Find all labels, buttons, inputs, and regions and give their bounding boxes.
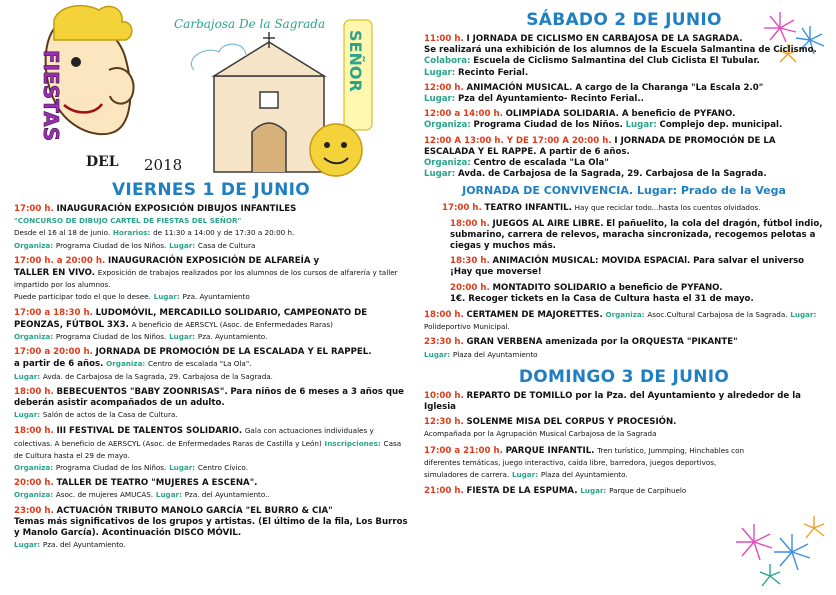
event-time: 10:00 h. — [424, 390, 464, 401]
lugar-label: Lugar: — [14, 540, 41, 550]
event-description: Hay que reciclar todo...hasta los cuentos olvidados. — [574, 203, 761, 213]
domingo-event-1 — [424, 391, 824, 413]
event-description: Para salvar el universo ¡Hay que moverse! — [450, 256, 805, 278]
event-place: Avda. de Carbajosa de la Sagrada, 29. Carbajosa de la Sagrada. — [42, 371, 273, 381]
event-description: Se realizará una exhibición de los alumnos de la Escuela Salmantina de Ciclismo. — [424, 45, 817, 56]
event-place: Pza. Ayuntamiento. — [197, 332, 268, 342]
event-description-2: Puede participar todo el que lo desee. — [14, 292, 151, 302]
event-time: 20:00 h. — [450, 282, 490, 293]
convivencia-event-2 — [424, 219, 824, 253]
sabado-title: SÁBADO 2 DE JUNIO — [526, 10, 722, 30]
event-place: Avda. de Carbajosa de la Sagrada, 29. Carbajosa de la Sagrada. — [457, 169, 767, 180]
event-title-2: TALLER EN VIVO. — [14, 268, 96, 279]
lugar-label: Lugar: — [153, 292, 180, 302]
event-title: LUDOMÓVIL, MERCADILLO SOLIDARIO, CAMPEONATO DE PEONZAS, FÚTBOL 3X3. — [14, 307, 368, 330]
domingo-event-3 — [424, 445, 824, 482]
lugar-label: Lugar: — [155, 490, 182, 500]
lugar-label: Lugar: — [169, 332, 196, 342]
sabado-event-2 — [424, 83, 824, 105]
lugar-label: Lugar: — [424, 94, 456, 105]
event-organizer: Programa Ciudad de los Niños. — [55, 240, 167, 250]
organiza-label: Organiza: — [605, 310, 645, 320]
event-title: ANIMACIÓN MUSICAL: MOVIDA ESPACIAl. — [492, 256, 691, 267]
lugar-label: Lugar: — [424, 169, 456, 180]
organiza-label: Organiza: — [106, 359, 146, 369]
fiestas-text: FIESTAS — [39, 50, 63, 142]
event-title: BEBECUENTOS "BABY ZOONRISAS". — [56, 386, 228, 397]
organiza-label: Organiza: — [14, 332, 54, 342]
event-title: CERTAMEN DE MAJORETTES. — [466, 310, 603, 321]
event-collaborator: Escuela de Ciclismo Salmantina del Club Ciclista El Tubular. — [473, 56, 760, 67]
event-time: 23:30 h. — [424, 337, 464, 348]
event-time: 12:30 h. — [424, 417, 464, 428]
event-time: 23:00 h. — [14, 505, 54, 516]
church-drawing — [214, 32, 324, 172]
event-title: MONTADITO SOLIDARIO a beneficio de PYFANO. — [492, 282, 723, 293]
event-title: I JORNADA DE PROMOCIÓN DE LA ESCALADA Y EL RAPPE. A partir de 6 años. — [424, 135, 776, 157]
event-description: Temas más significativos de los grupos y artistas. (El último de la fila, Los Burros y Manolo García). Acontinuación DISCO MÓVIL. — [14, 516, 408, 539]
lugar-label: Lugar: — [790, 310, 817, 320]
lugar-label: Lugar: — [580, 486, 607, 496]
year-text: 2018 — [144, 156, 183, 174]
viernes-event-4 — [14, 347, 408, 383]
event-place: Pza. Ayuntamiento — [182, 292, 250, 302]
event-time: 17:00 h. — [442, 203, 482, 214]
event-description: Tren turístico, Jummping, Hinchables con diferentes temáticas, juego interactivo, caída libre, barredora, juegos deportivos, simuladores de carrera. — [424, 445, 745, 480]
event-title: REPARTO DE TOMILLO por la Pza. del Ayuntamiento y alrededor de la Iglesia — [424, 390, 801, 413]
organiza-label: Organiza: — [14, 490, 54, 500]
event-title: GRAN VERBENA amenizada por la ORQUESTA "PIKANTE" — [466, 337, 738, 348]
sabado-event-5 — [424, 309, 824, 333]
event-time: 21:00 h. — [424, 486, 464, 497]
event-title: I JORNADA DE CICLISMO EN CARBAJOSA DE LA SAGRADA. — [466, 34, 743, 44]
event-organizer: Asoc. de mujeres AMUCAS. — [55, 490, 154, 500]
event-place: Plaza del Ayuntamiento. — [540, 470, 628, 480]
viernes-title: VIERNES 1 DE JUNIO — [111, 180, 311, 200]
organiza-label: Organiza: — [14, 463, 54, 473]
right-column — [424, 0, 824, 502]
event-time: 18:30 h. — [450, 256, 490, 267]
event-age: a partir de 6 años. — [14, 359, 104, 370]
event-place: Complejo dep. municipal. — [659, 120, 783, 131]
lugar-label: Lugar: — [625, 120, 657, 131]
lugar-label: Lugar: — [14, 410, 41, 420]
event-place: Casa de Cultura — [197, 240, 256, 250]
poster-illustration — [14, 0, 408, 180]
viernes-section — [14, 180, 408, 555]
event-place: Parque de Carpihuelo — [609, 486, 687, 496]
viernes-event-5 — [14, 387, 408, 422]
event-title: TEATRO INFANTIL. — [484, 203, 572, 214]
event-title: ACTUACIÓN TRIBUTO MANOLO GARCÍA "EL BURRO & CIA" — [56, 505, 333, 516]
event-organizer: Centro de escalada "La Ola". — [148, 359, 252, 369]
event-registration: Casa de Cultura hasta el 29 de mayo. — [14, 438, 402, 460]
event-place: Recinto Ferial. — [457, 67, 529, 78]
event-place: Plaza del Ayuntamiento — [452, 349, 538, 359]
viernes-event-6 — [14, 425, 408, 474]
event-title: III FESTIVAL DE TALENTOS SOLIDARIO. — [56, 426, 243, 437]
arc-title: Carbajosa De la Sagrada — [174, 17, 326, 31]
event-time: 17:00 a 21:00 h. — [424, 445, 503, 456]
organiza-label: Organiza: — [424, 120, 471, 131]
event-title: JUEGOS AL AIRE LIBRE. — [492, 218, 604, 229]
viernes-event-1 — [14, 204, 408, 252]
event-description: A beneficio de AERSCYL (Asoc. de Enfermedades Raras) — [131, 319, 333, 329]
event-place: Pza del Ayuntamiento- Recinto Ferial.. — [457, 94, 644, 105]
sabado-event-6 — [424, 337, 824, 360]
event-title: TALLER DE TEATRO "MUJERES A ESCENA". — [56, 478, 258, 489]
event-time: 20:00 h. — [14, 478, 54, 489]
event-organizer: Programa Ciudad de los Niños. — [55, 463, 167, 473]
event-description: Exposición de trabajos realizados por los alumnos de los cursos de alfarería y taller impartido por los alumnos. — [14, 268, 398, 290]
event-title: SOLENME MISA DEL CORPUS Y PROCESIÓN. — [466, 417, 677, 428]
viernes-event-2 — [14, 256, 408, 304]
event-time: 18:00 h. — [450, 218, 490, 229]
convivencia-event-1 — [424, 202, 824, 214]
event-organizer: Centro de escalada "La Ola" — [473, 158, 609, 169]
sabado-event-3 — [424, 109, 824, 131]
event-hours: de 11:30 a 14:00 y de 17:30 a 20:00 h. — [153, 228, 295, 238]
event-place: Pza. del Ayuntamiento.. — [184, 490, 270, 500]
event-description: Acompañada por la Agrupación Musical Carbajosa de la Sagrada — [424, 429, 657, 439]
event-time: 18:00 h. — [14, 386, 54, 397]
event-time: 17:00 h. a 20:00 h. — [14, 255, 106, 266]
sabado-event-1 — [424, 34, 824, 79]
event-place: Salón de actos de la Casa de Cultura. — [42, 410, 178, 420]
lugar-label: Lugar: — [511, 470, 539, 480]
convivencia-heading: JORNADA DE CONVIVENCIA. Lugar: Prado de la Vega — [462, 184, 786, 198]
event-contest: "CONCURSO DE DIBUJO CARTEL DE FIESTAS DEL SEÑOR" — [14, 216, 242, 226]
del-text: DEL — [86, 154, 119, 170]
event-description: Gala con actuaciones individuales y colectivas. A beneficio de AERSCYL (Asoc. de Enfermedades Raras de Castilla y León) — [14, 426, 374, 448]
event-title: INAUGURACIÓN EXPOSICIÓN DIBUJOS INFANTILES — [56, 204, 297, 214]
event-description: El pañuelito, la cola del dragón, fútbol indio, submarino, carrera de relevos, maracha sincronizada, recogemos pelotas a ciegas y muchos más. — [450, 218, 823, 252]
viernes-event-7 — [14, 478, 408, 501]
sabado-event-4 — [424, 136, 824, 181]
lugar-label: Lugar: — [424, 67, 456, 78]
event-title: FIESTA DE LA ESPUMA. — [466, 486, 578, 497]
event-time: 17:00 a 20:00 h. — [14, 347, 93, 358]
lugar-label: Lugar: — [424, 349, 451, 359]
event-time: 17:00 a 18:30 h. — [14, 307, 93, 318]
lugar-label: Lugar: — [14, 371, 41, 381]
organiza-label: Organiza: — [14, 240, 54, 250]
smiling-face-drawing — [310, 124, 362, 176]
viernes-event-3 — [14, 308, 408, 344]
event-place: Pza. del Ayuntamiento. — [42, 540, 126, 550]
event-organizer: Programa Ciudad de los Niños. — [473, 120, 623, 131]
event-time: 12:00 a 14:00 h. — [424, 109, 503, 120]
event-date: Desde el 16 al 18 de junio. — [14, 228, 111, 238]
senor-text: SEÑOR — [346, 30, 365, 92]
event-title: OLIMPÍADA SOLIDARIA. A beneficio de PYFANO. — [505, 109, 736, 120]
convivencia-event-4 — [424, 283, 824, 305]
senor-letters — [344, 20, 372, 130]
event-organizer: Programa Ciudad de los Niños. — [55, 332, 167, 342]
fireworks-bottom-decoration — [730, 512, 830, 592]
organiza-label: Organiza: — [424, 158, 471, 169]
domingo-event-4 — [424, 485, 824, 497]
fiestas-letters — [39, 50, 63, 141]
event-place: Centro Cívico. — [197, 463, 248, 473]
event-time: 12:00 h. — [424, 82, 464, 93]
event-time: 17:00 h. — [14, 204, 54, 214]
event-time: 11:00 h. — [424, 34, 464, 44]
event-place: Polideportivo Municipal. — [424, 322, 510, 332]
event-time: 12:00 A 13:00 h. Y DE 17:00 A 20:00 h. — [424, 135, 612, 146]
lugar-label: Lugar: — [169, 240, 196, 250]
event-description: 1€. Recoger tickets en la Casa de Cultura hasta el 31 de mayo. — [450, 293, 754, 304]
event-title: ANIMACIÓN MUSICAL. A cargo de la Charanga "La Escala 2.0" — [466, 82, 764, 93]
hours-label: Horarios: — [112, 228, 151, 238]
event-title: INAUGURACIÓN EXPOSICIÓN DE ALFAREÍA y — [107, 255, 320, 266]
viernes-event-8 — [14, 506, 408, 552]
event-title: JORNADA DE PROMOCIÓN DE LA ESCALADA Y EL RAPPEL. — [95, 347, 372, 358]
event-time: 18:00 h. — [14, 426, 54, 437]
convivencia-event-3 — [424, 256, 824, 278]
event-organizer: Asoc.Cultural Carbajosa de la Sagrada. — [647, 310, 788, 320]
event-title: PARQUE INFANTIL. — [505, 445, 595, 456]
event-time: 18:00 h. — [424, 310, 464, 321]
colabora-label: Colabora: — [424, 56, 471, 67]
event-description: Para niños de 6 meses a 3 años que deberán asistir acompañados de un adulto. — [14, 386, 404, 409]
inscripciones-label: Inscripciones: — [324, 438, 381, 448]
domingo-title: DOMINGO 3 DE JUNIO — [518, 366, 730, 387]
domingo-event-2 — [424, 417, 824, 440]
lugar-label: Lugar: — [169, 463, 196, 473]
